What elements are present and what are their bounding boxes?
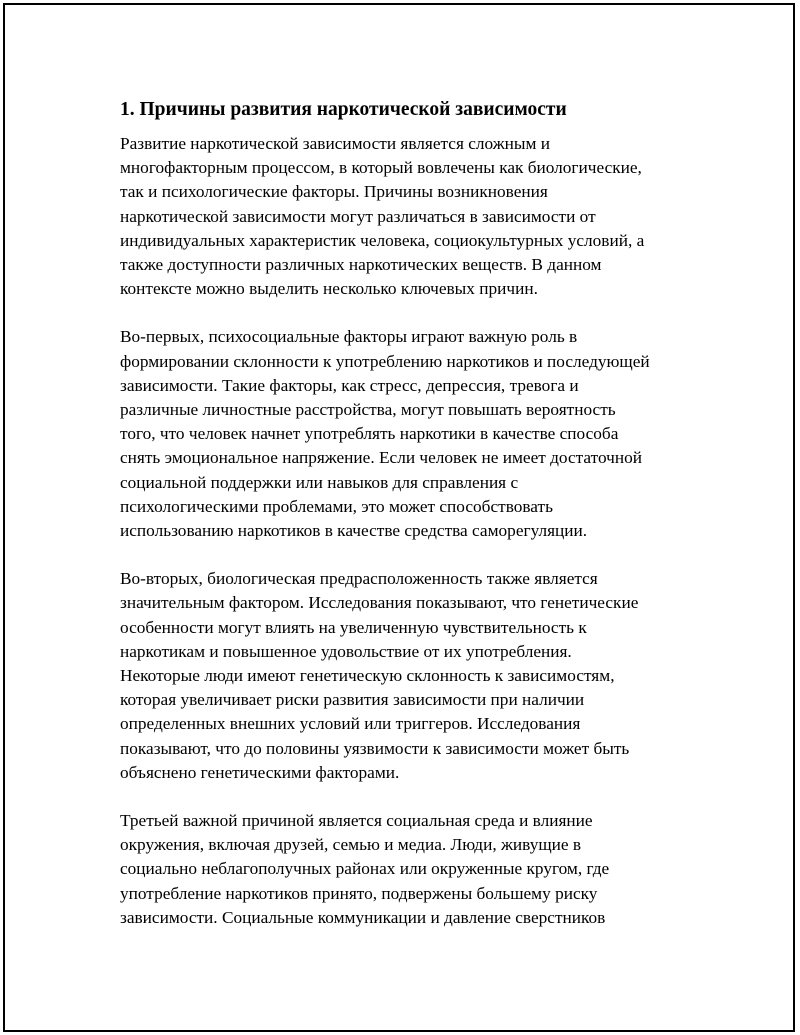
document-page (3, 3, 795, 1032)
text-line: того, что человек начнет употреблять наркотики в качестве способа (120, 424, 619, 444)
text-line: наркотикам и повышенное удовольствие от их употребления. (120, 641, 572, 661)
text-line: психологическими проблемами, это может способствовать (120, 496, 553, 516)
text-line: Развитие наркотической зависимости является сложным и (120, 134, 551, 153)
text-line: особенности могут влиять на увеличенную чувствительность к (120, 617, 587, 637)
paragraph-3 (120, 567, 700, 785)
text-line: социальной поддержки или навыков для справления с (120, 472, 519, 492)
paragraph-1 (120, 132, 700, 301)
text-line: многофакторным процессом, в который вовлечены как биологические, (120, 158, 642, 178)
text-line: объяснено генетическими факторами. (120, 762, 400, 782)
text-line: определенных внешних условий или триггеров. Исследования (120, 714, 581, 734)
text-line: показывают, что до половины уязвимости к зависимости может быть (120, 738, 630, 758)
text-line: зависимости. Социальные коммуникации и давление сверстников (120, 907, 606, 927)
text-line: Во-первых, психосоциальные факторы играют важную роль в (120, 327, 578, 347)
text-line: индивидуальных характеристик человека, социокультурных условий, а (120, 230, 645, 250)
text-line: контексте можно выделить несколько ключевых причин. (120, 279, 538, 299)
text-line: наркотической зависимости могут различаться в зависимости от (120, 206, 596, 226)
text-line: также доступности различных наркотических веществ. В данном (120, 255, 602, 275)
text-line: социально неблагополучных районах или окруженные кругом, где (120, 859, 610, 879)
text-line: значительным фактором. Исследования показывают, что генетические (120, 593, 639, 613)
paragraph-2 (120, 325, 700, 543)
paragraph-4 (120, 809, 700, 930)
text-line: снять эмоциональное напряжение. Если человек не имеет достаточной (120, 448, 642, 468)
text-line: которая увеличивает риски развития зависимости при наличии (120, 690, 585, 710)
section-heading: 1. Причины развития наркотической зависимости (120, 99, 567, 120)
text-line: различные личностные расстройства, могут повышать вероятность (120, 400, 616, 420)
text-line: употребление наркотиков принято, подвержены большему риску (120, 883, 598, 903)
text-line: зависимости. Такие факторы, как стресс, депрессия, тревога и (120, 375, 579, 395)
text-line: так и психологические факторы. Причины возникновения (120, 182, 548, 202)
text-line: формировании склонности к употреблению наркотиков и последующей (120, 351, 650, 371)
text-line: Во-вторых, биологическая предрасположенность также является (120, 569, 598, 589)
document-body (120, 98, 700, 954)
text-line: окружения, включая друзей, семью и медиа. Люди, живущие в (120, 835, 582, 855)
text-line: Некоторые люди имеют генетическую склонность к зависимостям, (120, 666, 615, 686)
text-line: Третьей важной причиной является социальная среда и влияние (120, 811, 593, 831)
text-line: использованию наркотиков в качестве средства саморегуляции. (120, 521, 588, 541)
